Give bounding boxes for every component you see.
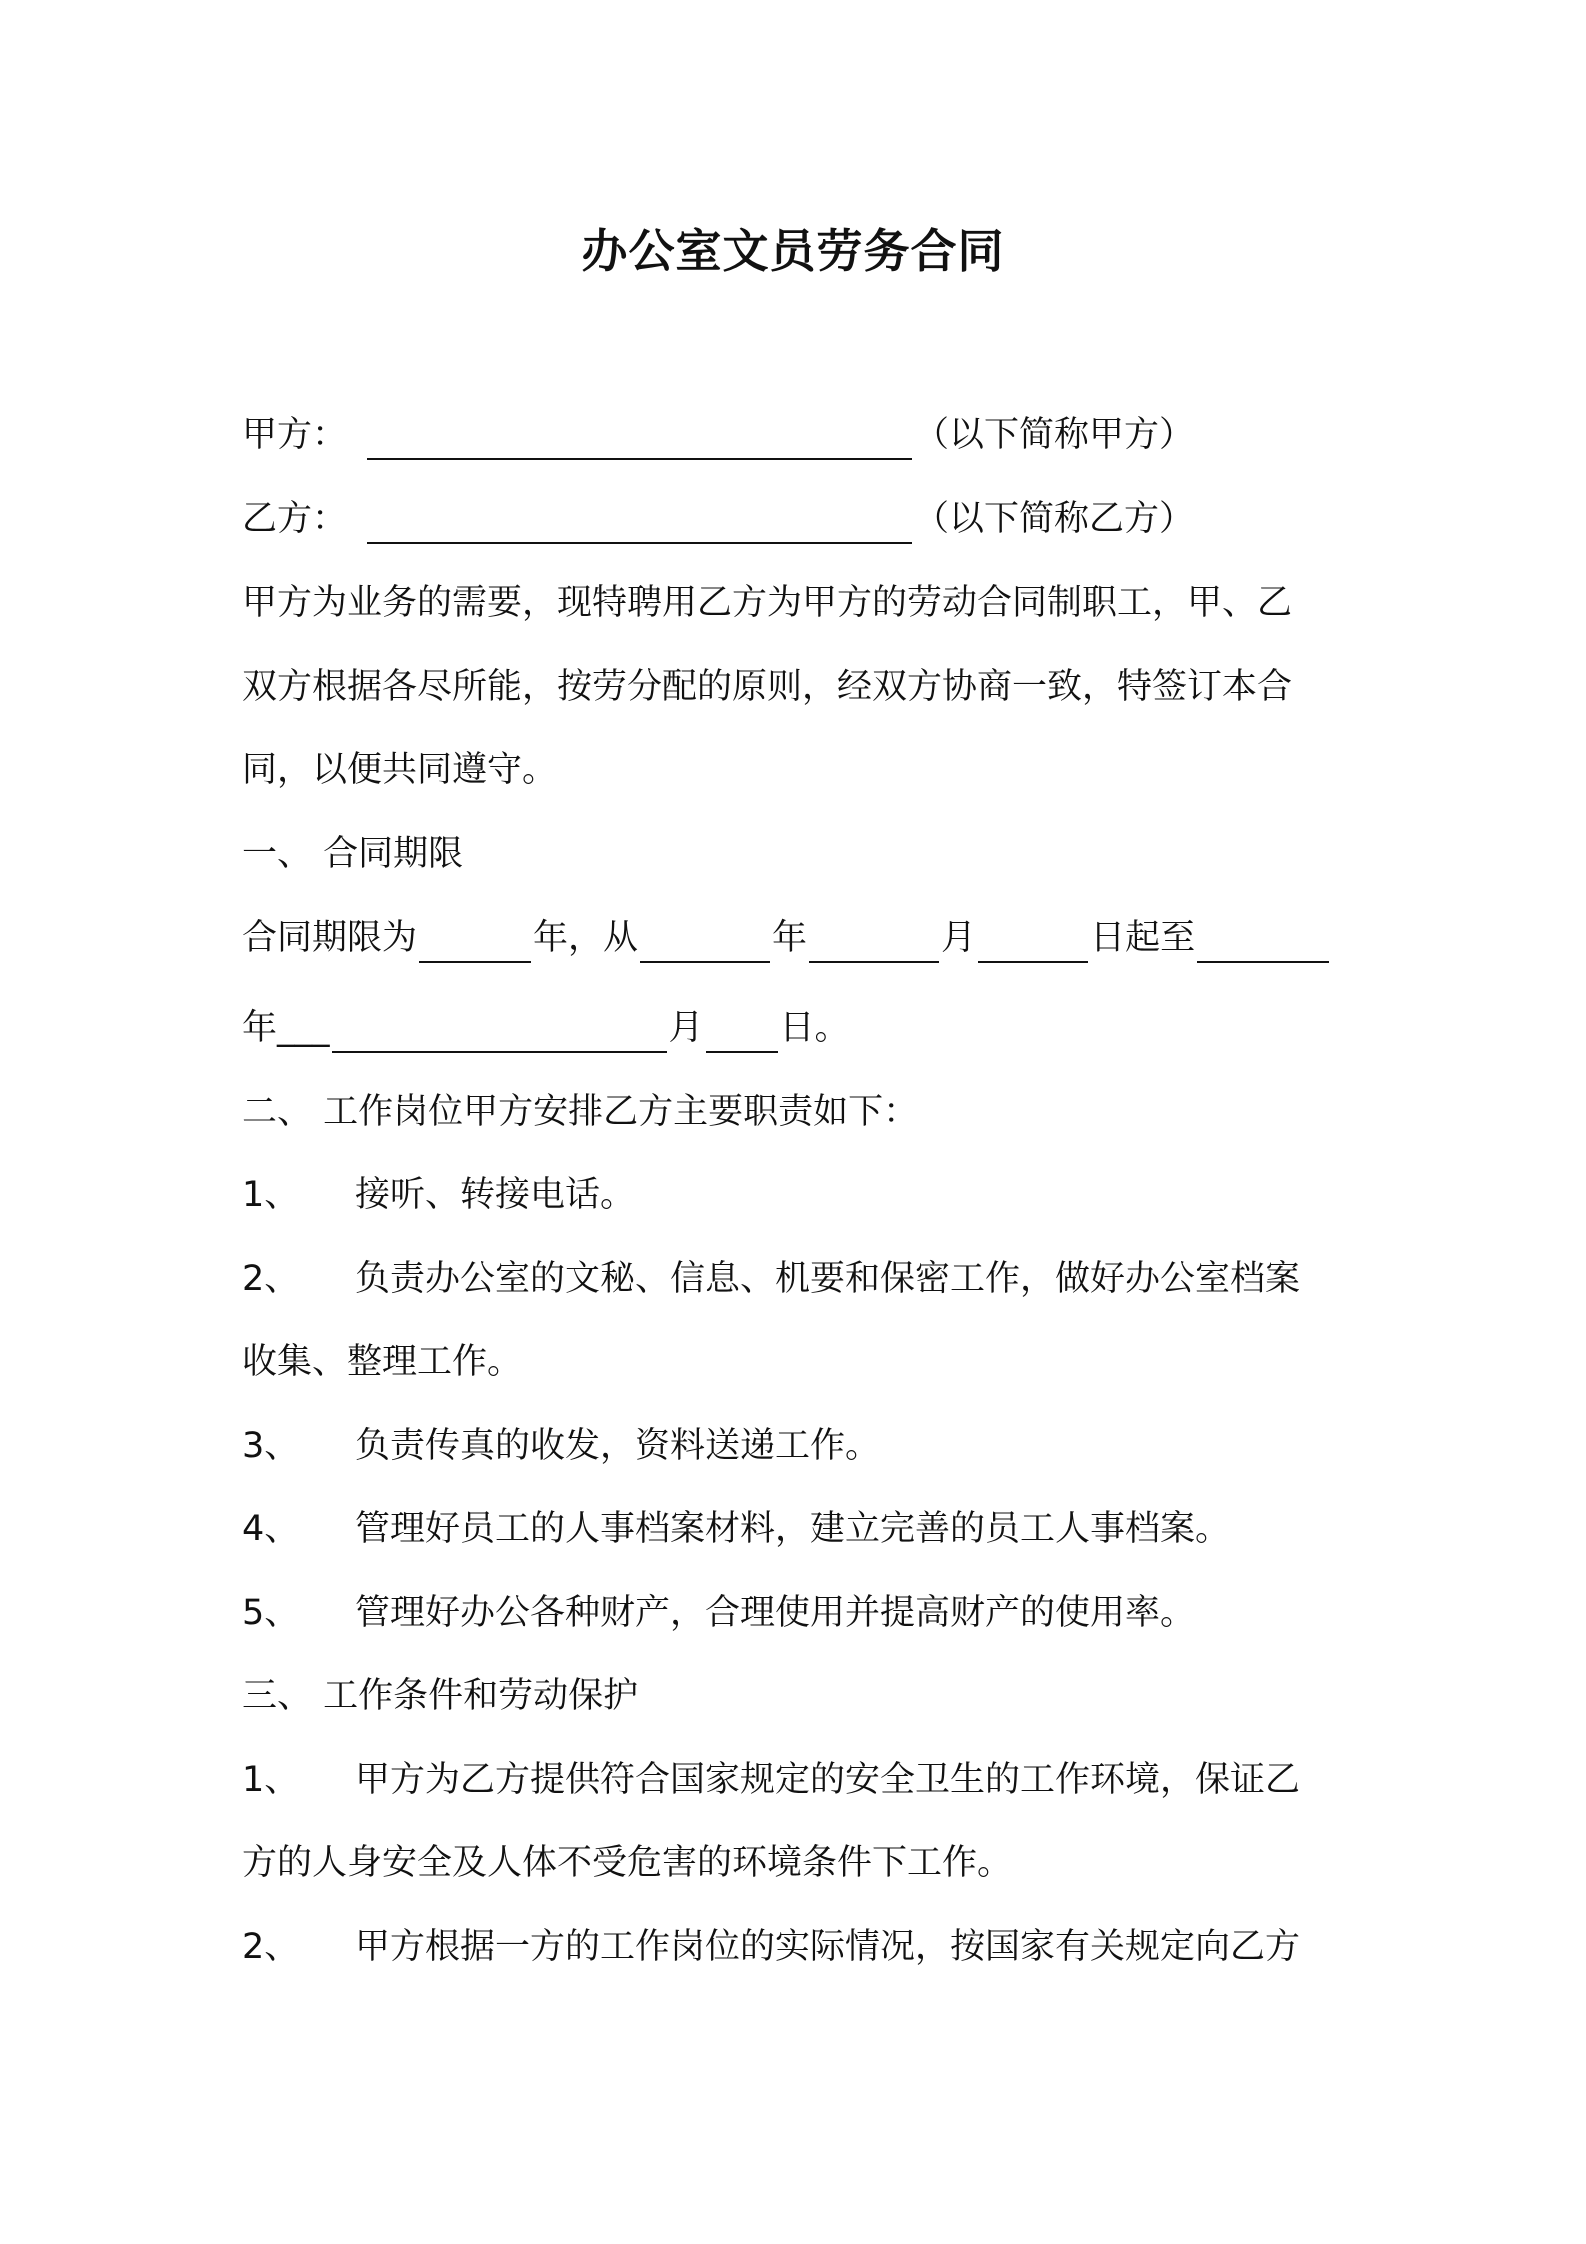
duty-item-continued [242, 1337, 1362, 1387]
term-line-1 [242, 913, 1362, 963]
duty-text: 管理好员工的人事档案材料，建立完善的员工人事档案。 [355, 1509, 1231, 1549]
duty-number: 5、 [242, 1593, 300, 1633]
party-b-blank[interactable] [367, 502, 912, 544]
term-text-7: 月 [668, 1008, 704, 1048]
condition-number: 2、 [242, 1927, 300, 1967]
section-3-heading: 三、 工作条件和劳动保护 [242, 1676, 639, 1716]
term-text-2: 年，从 [533, 918, 639, 958]
duty-number: 4、 [242, 1509, 300, 1549]
document-title: 办公室文员劳务合同 [581, 224, 1005, 278]
duty-item [242, 1504, 1362, 1554]
duty-number: 3、 [242, 1426, 300, 1466]
party-b-suffix: （以下简称乙方） [914, 499, 1195, 539]
term-text-6: 年___ [242, 1008, 330, 1048]
term-line-2 [242, 1003, 1362, 1053]
duty-number: 2、 [242, 1259, 300, 1299]
term-text-1: 合同期限为 [242, 918, 418, 958]
intro-line-2: 双方根据各尽所能，按劳分配的原则，经双方协商一致，特签订本合 [242, 667, 1293, 707]
duty-text: 收集、整理工作。 [242, 1342, 523, 1382]
term-text-3: 年 [772, 918, 808, 958]
start-month-blank[interactable] [809, 921, 939, 963]
start-day-blank[interactable] [978, 921, 1088, 963]
duty-text: 负责办公室的文秘、信息、机要和保密工作，做好办公室档案 [355, 1259, 1301, 1299]
section-2-heading: 二、 工作岗位甲方安排乙方主要职责如下： [242, 1092, 919, 1132]
section-1-heading: 一、 合同期限 [242, 834, 464, 874]
duty-text: 接听、转接电话。 [355, 1175, 636, 1215]
condition-item-continued [242, 1838, 1362, 1888]
party-a-line [242, 410, 1362, 460]
party-b-label: 乙方： [242, 499, 348, 539]
duty-text: 负责传真的收发，资料送递工作。 [355, 1426, 881, 1466]
term-text-4: 月 [941, 918, 977, 958]
party-a-suffix: （以下简称甲方） [914, 415, 1195, 455]
end-month-blank[interactable] [332, 1011, 667, 1053]
end-day-blank[interactable] [706, 1011, 778, 1053]
condition-number: 1、 [242, 1760, 300, 1800]
term-years-blank[interactable] [419, 921, 531, 963]
end-year-blank[interactable] [1197, 921, 1329, 963]
condition-text: 甲方根据一方的工作岗位的实际情况，按国家有关规定向乙方 [355, 1927, 1301, 1967]
intro-line-3: 同，以便共同遵守。 [242, 750, 558, 790]
duty-text: 管理好办公各种财产，合理使用并提高财产的使用率。 [355, 1593, 1196, 1633]
party-a-label: 甲方： [242, 415, 348, 455]
term-text-5: 日起至 [1090, 918, 1196, 958]
duty-item [242, 1170, 1362, 1220]
duty-item [242, 1588, 1362, 1638]
duty-item [242, 1254, 1362, 1304]
condition-item [242, 1755, 1362, 1805]
condition-text: 甲方为乙方提供符合国家规定的安全卫生的工作环境，保证乙 [355, 1760, 1301, 1800]
party-a-blank[interactable] [367, 418, 912, 460]
condition-item [242, 1922, 1362, 1972]
term-text-8: 日。 [779, 1008, 850, 1048]
intro-line-1: 甲方为业务的需要，现特聘用乙方为甲方的劳动合同制职工，甲、乙 [242, 583, 1293, 623]
duty-number: 1、 [242, 1175, 300, 1215]
start-year-blank[interactable] [640, 921, 770, 963]
condition-text: 方的人身安全及人体不受危害的环境条件下工作。 [242, 1843, 1013, 1883]
party-b-line [242, 494, 1362, 544]
duty-item [242, 1421, 1362, 1471]
